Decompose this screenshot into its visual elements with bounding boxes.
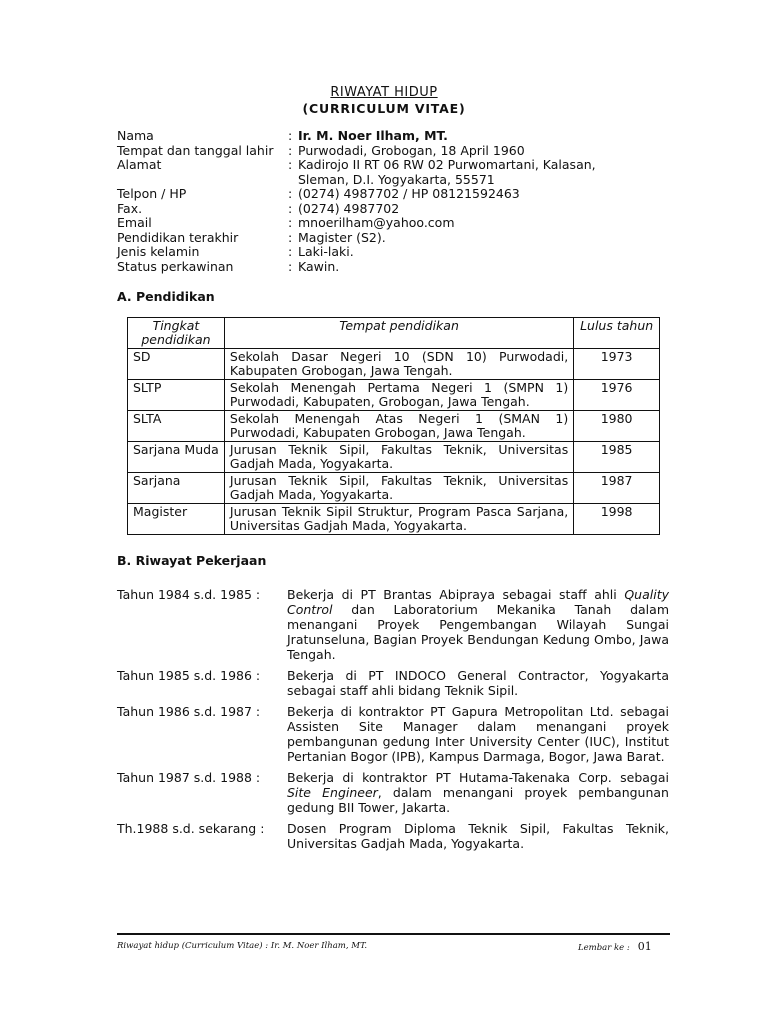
- info-row: [117, 216, 677, 231]
- work-description-text: Bekerja di kontraktor PT Gapura Metropolitan Ltd. sebagai Assisten Site Manager dalam menangani proyek pembangunan gedung Inter University Center (IUC), Institut Pertanian Bogor (IPB), Kampus Darmaga, Bogor, Jawa Barat.: [287, 704, 669, 764]
- info-value: mnoerilham@yahoo.com: [298, 215, 455, 230]
- info-value: Purwodadi, Grobogan, 18 April 1960: [298, 142, 525, 158]
- work-description-text: Bekerja di PT Brantas Abipraya sebagai staff ahli: [287, 587, 625, 602]
- document-subtitle: (CURRICULUM VITAE): [302, 101, 466, 116]
- info-value: Ir. M. Noer Ilham, MT.: [298, 128, 448, 143]
- footer-divider: [117, 933, 670, 935]
- education-level: SD: [128, 349, 225, 380]
- table-row: [128, 349, 660, 380]
- info-row: [117, 144, 677, 159]
- education-year: 1980: [574, 411, 660, 442]
- info-row: [117, 202, 677, 217]
- education-table: [127, 317, 660, 535]
- education-level: SLTP: [128, 380, 225, 411]
- table-row: [128, 442, 660, 473]
- info-separator: :: [288, 244, 293, 259]
- education-place: Sekolah Menengah Atas Negeri 1 (SMAN 1) Purwodadi, Kabupaten Grobogan, Jawa Tengah.: [224, 411, 573, 442]
- education-place: Jurusan Teknik Sipil, Fakultas Teknik, Universitas Gadjah Mada, Yogyakarta.: [224, 442, 573, 473]
- education-place: Jurusan Teknik Sipil Struktur, Program Pasca Sarjana, Universitas Gadjah Mada, Yogyakarta.: [224, 504, 573, 535]
- info-separator: :: [288, 215, 293, 230]
- education-heading: A. Pendidikan: [117, 289, 215, 304]
- work-description-text: , dalam menangani proyek pembangunan gedung BII Tower, Jakarta.: [287, 785, 669, 815]
- work-description-italic: Site Engineer: [287, 785, 378, 800]
- info-value: Kawin.: [298, 258, 340, 274]
- education-year: 1985: [574, 442, 660, 473]
- info-value: Laki-laki.: [298, 244, 354, 259]
- work-period: Th.1988 s.d. sekarang :: [117, 821, 265, 836]
- info-row: [117, 129, 677, 144]
- info-separator: :: [288, 186, 293, 201]
- work-period: Tahun 1985 s.d. 1986 :: [117, 668, 261, 683]
- education-year: 1976: [574, 380, 660, 411]
- education-table-body: [128, 349, 660, 535]
- info-separator: :: [288, 157, 293, 172]
- info-label: Status perkawinan: [117, 258, 234, 274]
- info-label: Nama: [117, 128, 154, 143]
- work-description: [287, 770, 669, 815]
- education-place: Sekolah Dasar Negeri 10 (SDN 10) Purwodadi, Kabupaten Grobogan, Jawa Tengah.: [224, 349, 573, 380]
- info-value: (0274) 4987702 / HP 08121592463: [298, 186, 520, 201]
- work-item: [117, 770, 669, 815]
- education-place: Jurusan Teknik Sipil, Fakultas Teknik, Universitas Gadjah Mada, Yogyakarta.: [224, 473, 573, 504]
- work-period: Tahun 1984 s.d. 1985 :: [117, 587, 261, 602]
- work-description: [287, 587, 669, 662]
- work-description-text: dan Laboratorium Mekanika Tanah dalam menangani Proyek Pengembangan Wilayah Sungai Jratunseluna, Bagian Proyek Bendungan Kedung Ombo, Jawa Tengah.: [287, 602, 669, 662]
- info-separator: :: [288, 200, 293, 216]
- work-description: [287, 704, 669, 764]
- info-row: [117, 260, 677, 275]
- work-item: [117, 587, 669, 662]
- info-row: [117, 231, 677, 246]
- education-year: 1973: [574, 349, 660, 380]
- work-item: [117, 668, 669, 698]
- info-label: Tempat dan tanggal lahir: [117, 142, 274, 158]
- work-description-text: Bekerja di kontraktor PT Hutama-Takenaka Corp. sebagai: [287, 770, 669, 785]
- table-row: [128, 380, 660, 411]
- table-row: [128, 411, 660, 442]
- work-item: [117, 704, 669, 764]
- work-period: Tahun 1986 s.d. 1987 :: [117, 704, 261, 719]
- education-level: Sarjana Muda: [128, 442, 225, 473]
- table-row: [128, 473, 660, 504]
- education-year: 1987: [574, 473, 660, 504]
- sheet-label: Lembar ke :: [578, 943, 630, 953]
- personal-info: [117, 129, 677, 274]
- education-level: Magister: [128, 504, 225, 535]
- info-separator: :: [288, 229, 293, 245]
- work-history-list: [117, 587, 669, 857]
- education-year: 1998: [574, 504, 660, 535]
- sheet-number: 01: [637, 940, 652, 953]
- info-separator: :: [288, 258, 293, 274]
- info-separator: :: [288, 142, 293, 158]
- work-description: [287, 821, 669, 851]
- info-value: Kadirojo II RT 06 RW 02 Purwomartani, Kalasan,: [298, 157, 596, 172]
- work-description: [287, 668, 669, 698]
- info-label: Telpon / HP: [117, 186, 187, 201]
- footer-caption: Riwayat hidup (Curriculum Vitae) : Ir. M. Noer Ilham, MT.: [117, 941, 368, 951]
- document-title: RIWAYAT HIDUP: [330, 85, 438, 100]
- info-row: [117, 245, 677, 260]
- info-label: Fax.: [117, 200, 143, 216]
- work-description-text: Dosen Program Diploma Teknik Sipil, Fakultas Teknik, Universitas Gadjah Mada, Yogyakarta.: [287, 821, 669, 851]
- info-row: [117, 187, 677, 202]
- info-label: Jenis kelamin: [117, 244, 200, 259]
- info-value: Magister (S2).: [298, 229, 386, 245]
- info-separator: :: [288, 128, 293, 143]
- column-header-place: Tempat pendidikan: [224, 318, 573, 349]
- education-place: Sekolah Menengah Pertama Negeri 1 (SMPN 1) Purwodadi, Kabupaten, Grobogan, Jawa Tengah.: [224, 380, 573, 411]
- info-label: Alamat: [117, 157, 162, 172]
- column-header-year: Lulus tahun: [574, 318, 660, 349]
- education-table-header: [128, 318, 660, 349]
- work-item: [117, 821, 669, 851]
- column-header-level: Tingkat pendidikan: [128, 318, 225, 349]
- education-level: SLTA: [128, 411, 225, 442]
- info-label: Email: [117, 215, 152, 230]
- info-row: [117, 158, 677, 173]
- work-heading: B. Riwayat Pekerjaan: [117, 553, 267, 568]
- work-period: Tahun 1987 s.d. 1988 :: [117, 770, 261, 785]
- info-label: Pendidikan terakhir: [117, 229, 239, 245]
- footer-sheet: [578, 940, 652, 953]
- info-value: (0274) 4987702: [298, 200, 400, 216]
- education-level: Sarjana: [128, 473, 225, 504]
- work-description-text: Bekerja di PT INDOCO General Contractor, Yogyakarta sebagai staff ahli bidang Teknik Sipil.: [287, 668, 669, 698]
- table-row: [128, 504, 660, 535]
- work-description-italic: Quality Control: [287, 587, 669, 617]
- info-value-continued: Sleman, D.I. Yogyakarta, 55571: [298, 171, 495, 187]
